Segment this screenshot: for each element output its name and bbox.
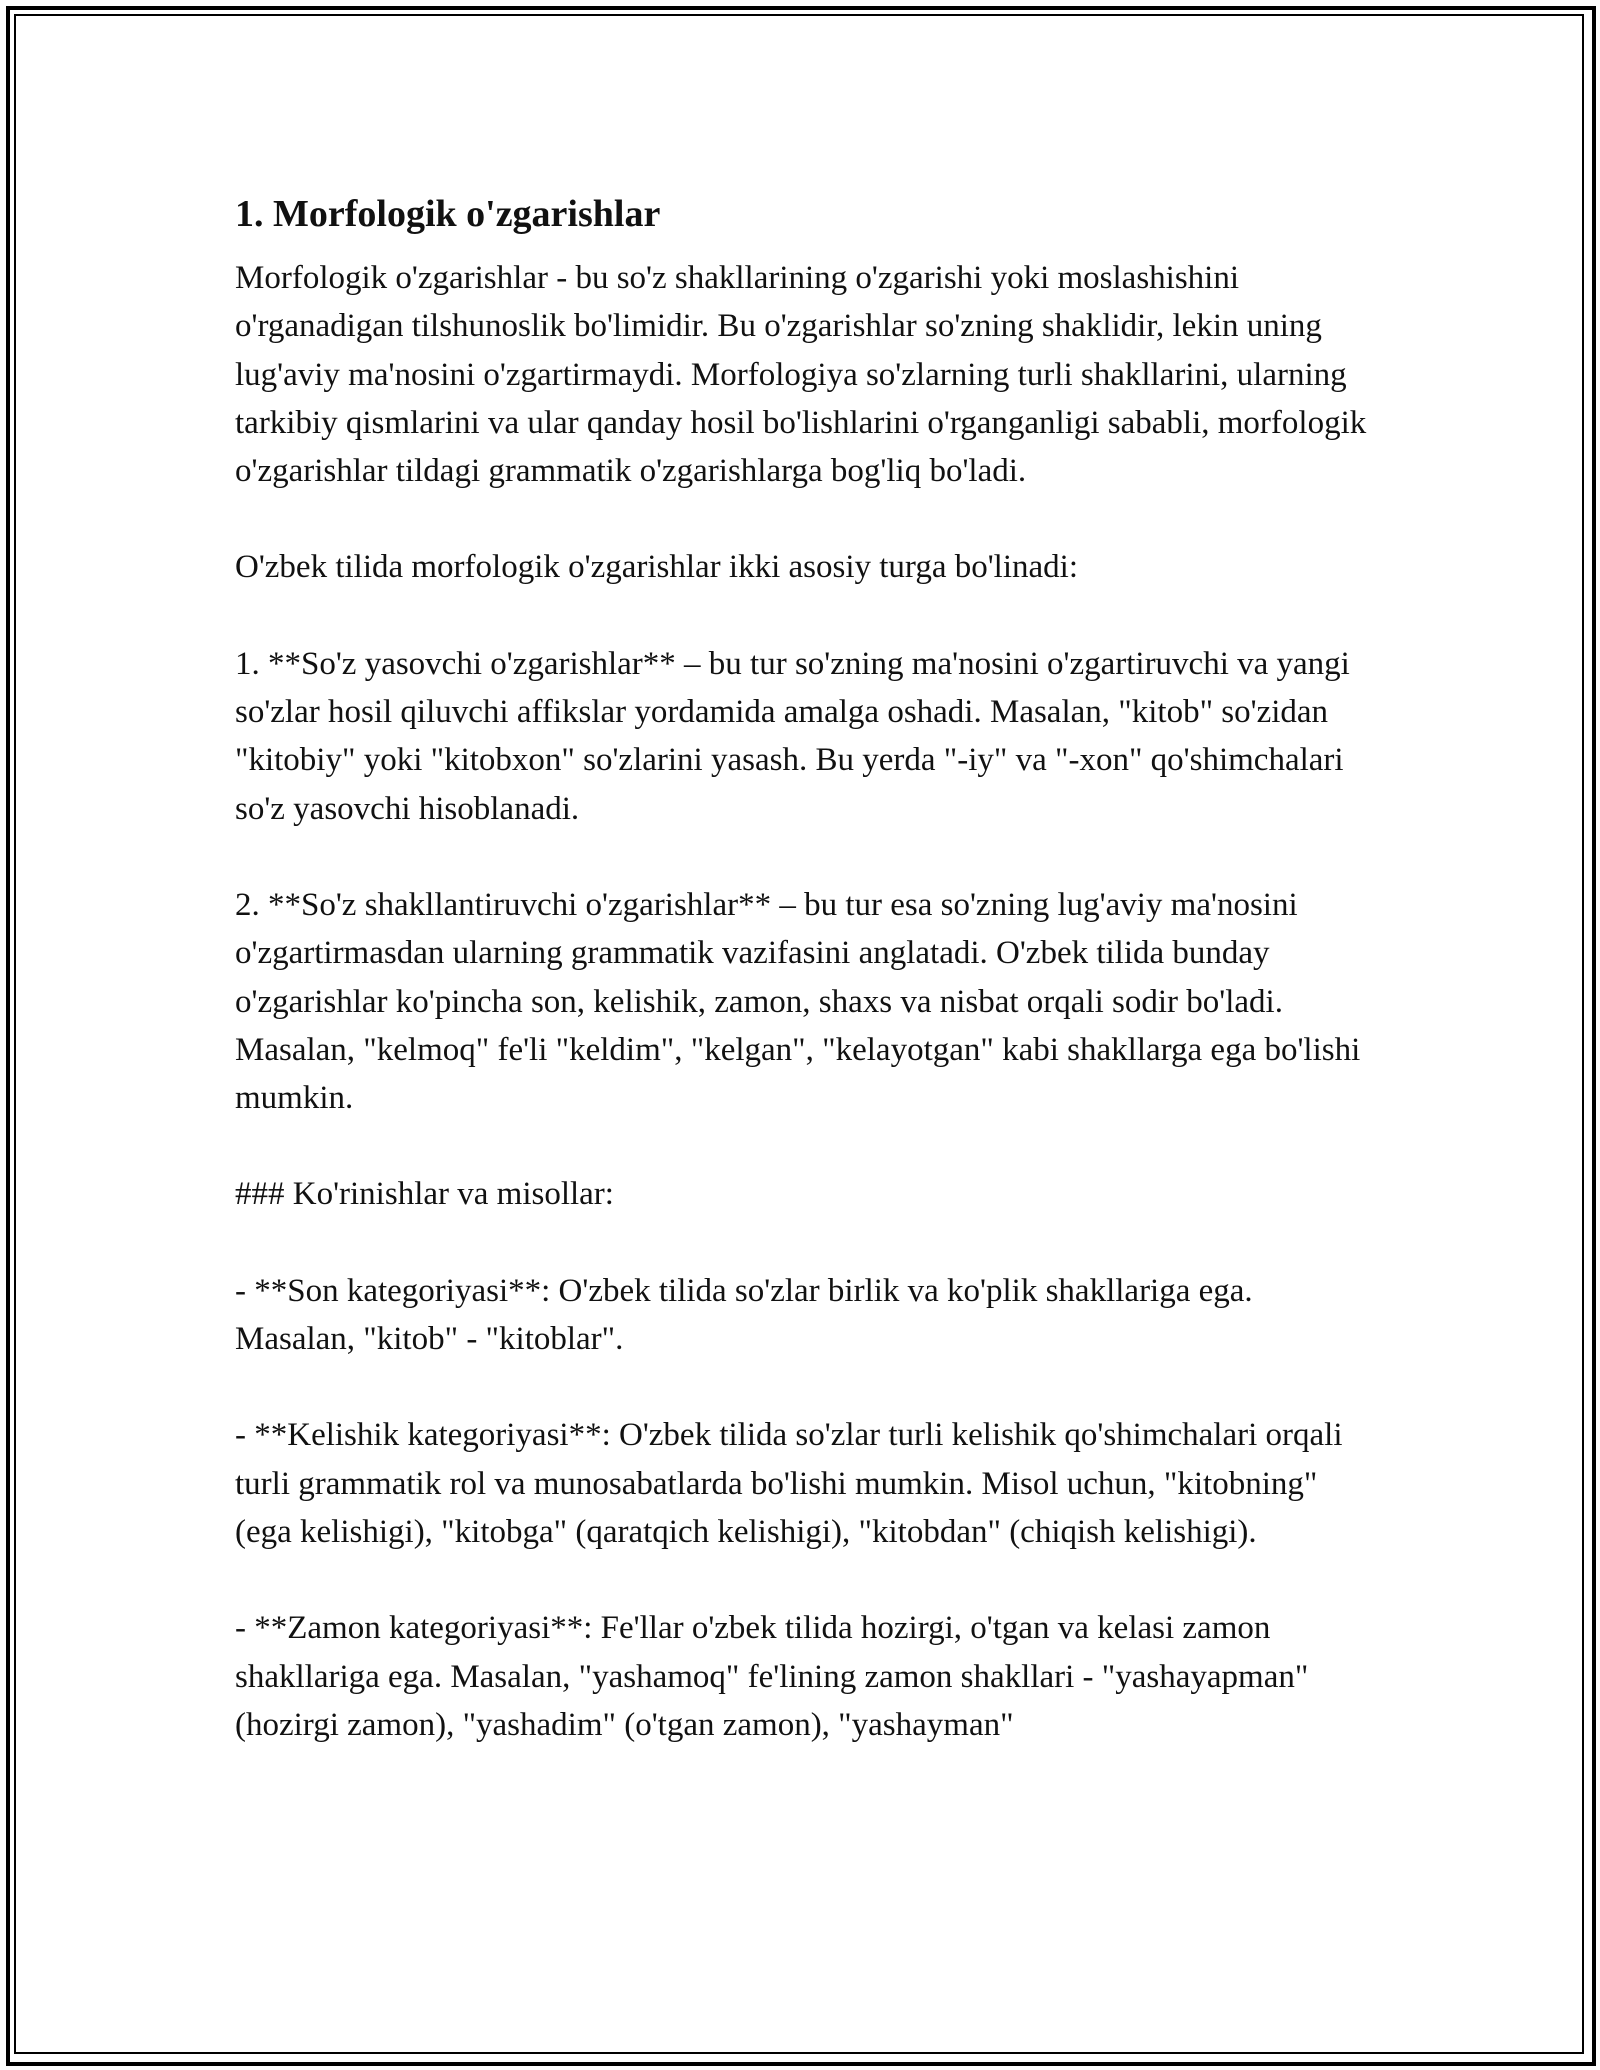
case-category-paragraph: - **Kelishik kategoriyasi**: O'zbek tilida so'zlar turli kelishik qo'shimchalari orqali turli grammatik rol va munosabatlarda bo'lishi mumkin. Misol uchun, "kitobning" (ega kelishigi), "kitobga" (qaratqich kelishigi), "kitobdan" (chiqish kelishigi). <box>235 1417 1343 1550</box>
document-body <box>235 186 1380 1749</box>
paragraph-gap <box>235 1122 1380 1170</box>
paragraph-gap <box>235 1219 1380 1267</box>
paragraph-gap <box>235 1363 1380 1411</box>
examples-heading-paragraph: ### Ko'rinishlar va misollar: <box>235 1176 614 1213</box>
document-title: 1. Morfologik o'zgarishlar <box>235 193 661 235</box>
inflection-paragraph: 2. **So'z shakllantiruvchi o'zgarishlar** – bu tur esa so'zning lug'aviy ma'nosini o'zgartirmasdan ularning grammatik vazifasini anglatadi. O'zbek tilida bunday o'zgarishlar ko'pincha son, kelishik, zamon, shaxs va nisbat orqali sodir bo'ladi. Masalan, "kelmoq" fe'li "keldim", "kelgan", "kelayotgan" kabi shakllarga ega bo'lishi mumkin. <box>235 886 1361 1117</box>
paragraph-gap <box>235 833 1380 881</box>
number-category-paragraph: - **Son kategoriyasi**: O'zbek tilida so'zlar birlik va ko'plik shakllariga ega. Masalan, "kitob" - "kitoblar". <box>235 1272 1253 1358</box>
paragraph-gap <box>235 592 1380 640</box>
types-intro-paragraph: O'zbek tilida morfologik o'zgarishlar ikki asosiy turga bo'linadi: <box>235 549 1078 586</box>
paragraph-gap <box>235 1556 1380 1604</box>
intro-paragraph: Morfologik o'zgarishlar - bu so'z shakllarining o'zgarishi yoki moslashishini o'rganadigan tilshunoslik bo'limidir. Bu o'zgarishlar so'zning shaklidir, lekin uning lug'aviy ma'nosini o'zgartirmaydi. Morfologiya so'zlarning turli shakllarini, ularning tarkibiy qismlarini va ular qanday hosil bo'lishlarini o'rganganligi sababli, morfologik o'zgarishlar tildagi grammatik o'zgarishlarga bog'liq bo'ladi. <box>235 260 1367 490</box>
word-formation-paragraph: 1. **So'z yasovchi o'zgarishlar** – bu tur so'zning ma'nosini o'zgartiruvchi va yangi so'zlar hosil qiluvchi affikslar yordamida amalga oshadi. Masalan, "kitob" so'zidan "kitobiy" yoki "kitobxon" so'zlarini yasash. Bu yerda "-iy" va "-xon" qo'shimchalari so'z yasovchi hisoblanadi. <box>235 645 1350 827</box>
tense-category-paragraph: - **Zamon kategoriyasi**: Fe'llar o'zbek tilida hozirgi, o'tgan va kelasi zamon shakllariga ega. Masalan, "yashamoq" fe'lining zamon shakllari - "yashayapman" (hozirgi zamon), "yashadim" (o'tgan zamon), "yashayman" <box>235 1610 1309 1743</box>
paragraph-gap <box>235 495 1380 543</box>
